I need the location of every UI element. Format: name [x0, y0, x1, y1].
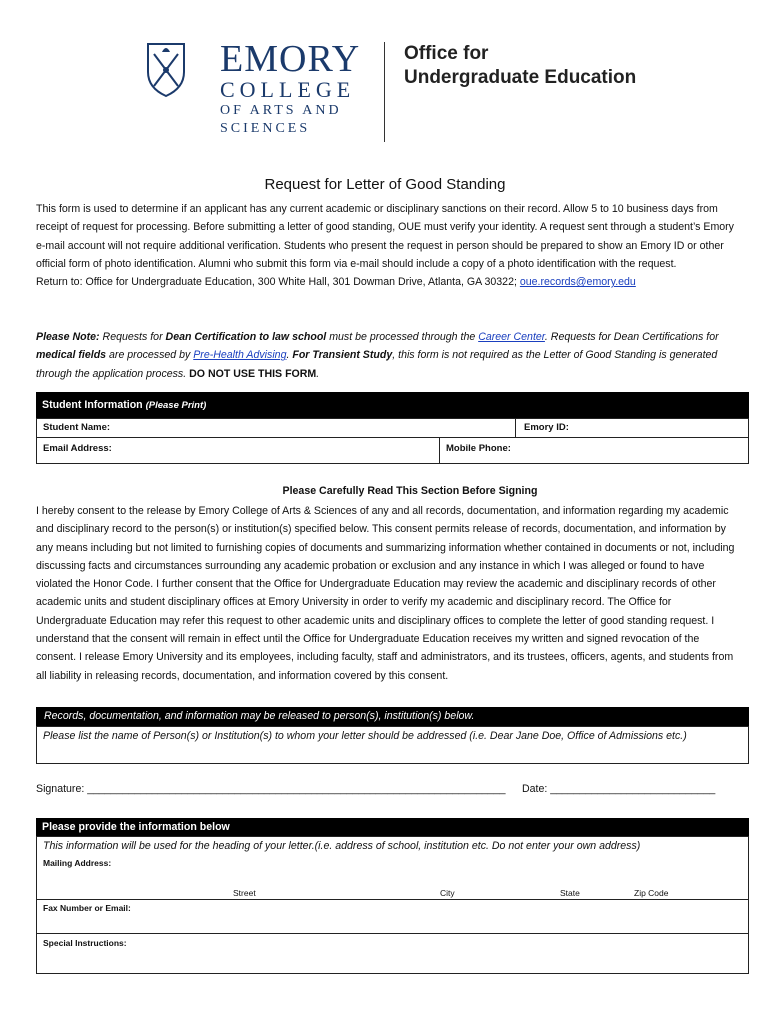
page-title: Request for Letter of Good Standing: [264, 176, 506, 193]
intro-text: This form is used to determine if an applicant has any current academic or disciplinary sanctions on their record. Allow 5 to 10 business days from receipt of request for processing. Before submitting a letter of good standing, OUE must verify your identity. A request sent through a student’s Emory e-mail account will not require additional verification. Students who present the request in person should be prepared to show an Emory ID or other official form of photo identification. Alumni who submit this form via e-mail should include a copy of a photo identification with the request.: [36, 203, 734, 270]
note-text: .: [286, 349, 293, 362]
fax-email-label: Fax Number or Email:: [43, 903, 131, 913]
date-line[interactable]: Date: ____________________________: [522, 783, 716, 795]
return-text: Return to: Office for Undergraduate Education, 300 White Hall, 301 Dowman Drive, Atlanta, GA 30322;: [36, 276, 520, 289]
fax-email-field[interactable]: [37, 899, 748, 935]
state-label: State: [560, 888, 580, 898]
email-link[interactable]: oue.records@emory.edu: [519, 276, 636, 289]
note-text: must be processed through the: [326, 331, 479, 343]
office-line1: Office for: [404, 43, 489, 64]
note-text: , this form is not required as the Letter of Good Standing is generated through the application process.: [36, 349, 718, 380]
pre-health-link[interactable]: Pre-Health Advising: [193, 349, 287, 362]
medical-fields: medical fields: [36, 349, 107, 362]
logo-college: COLLEGE: [220, 77, 356, 102]
zip-label: Zip Code: [634, 888, 669, 898]
recipient-instruction: Please list the name of Person(s) or Institution(s) to whom your letter should be addressed (i.e. Dear Jane Doe, Office of Admissions etc.): [43, 730, 687, 742]
student-info-header: [36, 392, 749, 418]
info-header: Please provide the information below: [36, 818, 749, 836]
mobile-phone-field[interactable]: [439, 437, 749, 464]
city-label: City: [440, 888, 455, 898]
mobile-phone-label: Mobile Phone:: [446, 443, 511, 454]
consent-text: I hereby consent to the release by Emory College of Arts & Sciences of any and all records, documentation, and information regarding my academic and disciplinary record to the person(s) or institution(s) specified below. This consent permits release of records, documentation, and information by any means including but not limited to furnishing copies of documents and summarizing information whether contained in documents or not, including discussing facts and circumstances surrounding any academic probation or exclusion and any instance in which I was alleged or found to have violated the Honor Code. I further consent that the Office for Undergraduate Education may review the academic and disciplinary records of other academic units and student disciplinary offices at Emory University in order to verify my academic and disciplinary record. The Office for Undergraduate Education may refer this request to other academic units and disciplinary offices to complete the letter of good standing request. I understand that the consent will remain in effect until the Office for Undergraduate Education receives my written and signed revocation of the consent. I release Emory University and its employees, including faculty, staff and administrators, and its trustees, officers, agents, and students from all liability in releasing records, documentation, and information covered by this consent.: [36, 505, 735, 682]
mailing-address-field[interactable]: [43, 863, 743, 891]
student-name-label: Student Name:: [43, 422, 111, 433]
recipient-field[interactable]: [36, 726, 749, 764]
email-label: Email Address:: [43, 443, 112, 454]
note-text: are processed by: [106, 349, 194, 362]
note-paragraph: [36, 328, 736, 383]
note-text: Requests for: [99, 331, 166, 343]
consent-heading: Please Carefully Read This Section Before Signing: [282, 485, 538, 497]
emory-id-label: Emory ID:: [524, 422, 569, 433]
info-box: [36, 836, 749, 974]
info-instruction: This information will be used for the heading of your letter.(i.e. address of school, institution etc. Do not enter your own address): [43, 840, 641, 852]
emory-id-field[interactable]: [515, 418, 749, 438]
career-center-link[interactable]: Career Center: [478, 331, 545, 343]
logo-arts: OF ARTS AND: [220, 103, 342, 118]
note-label: Please Note:: [36, 331, 100, 343]
college-logo: [220, 40, 365, 138]
dean-cert: Dean Certification to law school: [165, 331, 327, 343]
student-info-note: (Please Print): [145, 400, 207, 411]
release-bar: Records, documentation, and information may be released to person(s), institution(s) below.: [36, 707, 749, 726]
do-not-use: DO NOT USE THIS FORM: [189, 367, 317, 380]
note-text: .: [316, 367, 320, 380]
signature-line[interactable]: Signature: _______________________________________________________________________: [36, 783, 506, 795]
email-field[interactable]: [36, 437, 440, 464]
street-label: Street: [233, 888, 256, 898]
special-instructions-label: Special Instructions:: [43, 938, 127, 948]
note-text: . Requests for Dean Certifications for: [544, 331, 719, 343]
intro-paragraph: [36, 200, 736, 291]
emory-shield-icon: [146, 42, 186, 98]
header-divider: [384, 42, 385, 142]
student-name-field[interactable]: [36, 418, 516, 438]
logo-sciences: SCIENCES: [220, 121, 311, 136]
office-line2: Undergraduate Education: [404, 67, 637, 88]
transient-study: For Transient Study: [292, 349, 393, 362]
mailing-address-label: Mailing Address:: [43, 858, 112, 868]
special-instructions-field[interactable]: [37, 934, 748, 973]
student-info-heading: Student Information: [42, 399, 143, 411]
logo-emory: EMORY: [220, 38, 361, 80]
office-title: [404, 42, 636, 90]
